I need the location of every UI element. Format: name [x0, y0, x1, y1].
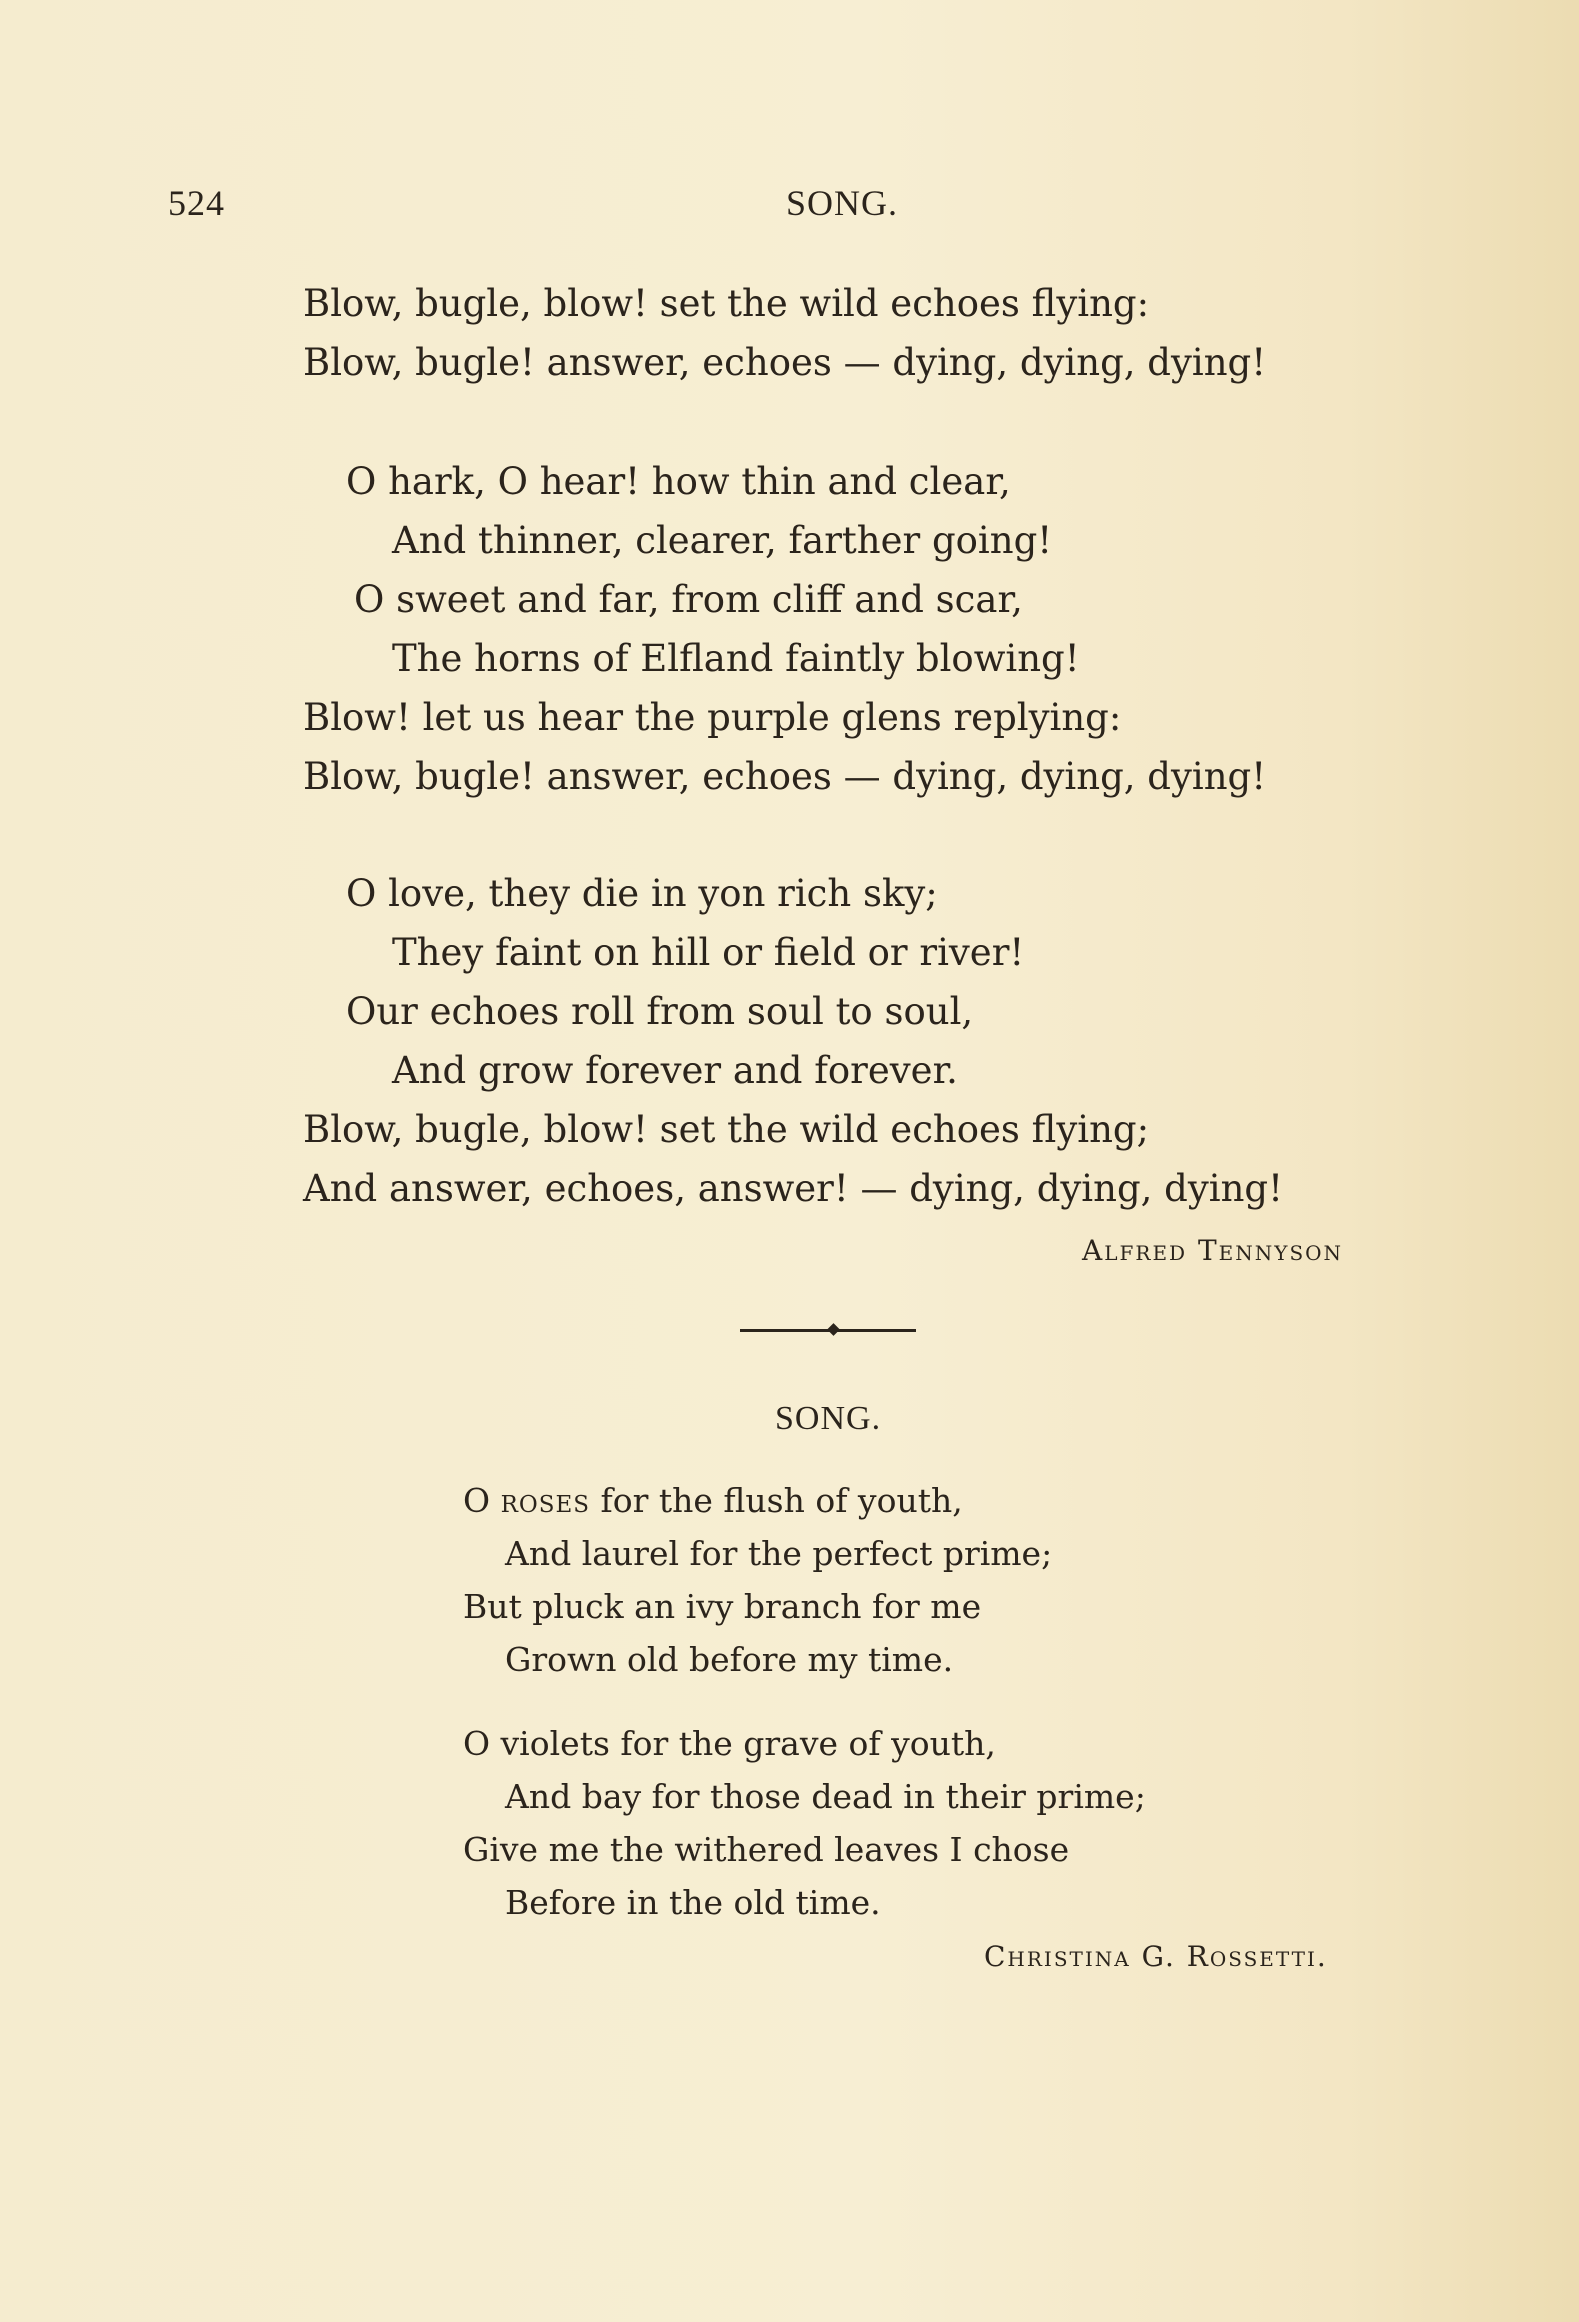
page-number: 524 [168, 183, 225, 223]
poem-line: The horns of Elfland faintly blowing! [392, 637, 1080, 680]
poem-line: O sweet and far, from cliff and scar, [354, 578, 1023, 621]
poem-line: And answer, echoes, answer! — dying, dying, dying! [303, 1167, 1283, 1210]
poem-line: And thinner, clearer, farther going! [392, 519, 1053, 562]
poem-line: Blow, bugle, blow! set the wild echoes flying; [303, 1108, 1150, 1151]
poem-line: And laurel for the perfect prime; [505, 1534, 1053, 1573]
line-rest: for the flush of youth, [590, 1481, 963, 1520]
poem-line: O hark, O hear! how thin and clear, [346, 460, 1011, 503]
author-attribution: Christina G. Rossetti. [984, 1940, 1328, 1973]
poem-line: Grown old before my time. [505, 1640, 954, 1679]
poem-line: O violets for the grave of youth, [463, 1724, 996, 1763]
poem-line: But pluck an ivy branch for me [463, 1587, 982, 1626]
initial-word: O [463, 1481, 491, 1520]
poem-line: Before in the old time. [505, 1883, 881, 1922]
poem-line: Blow, bugle! answer, echoes — dying, dying, dying! [303, 755, 1267, 798]
poem-line: Give me the withered leaves I chose [463, 1830, 1070, 1869]
poem-line: Blow! let us hear the purple glens replying: [303, 696, 1122, 739]
poem-title: SONG. [775, 1400, 882, 1437]
poem-line: Our echoes roll from soul to soul, [346, 990, 974, 1033]
poem-line: And bay for those dead in their prime; [505, 1777, 1146, 1816]
poem-line: Blow, bugle! answer, echoes — dying, dying, dying! [303, 341, 1267, 384]
poem-line [463, 1481, 963, 1520]
smallcaps-word: roses [500, 1481, 591, 1520]
poem-line: Blow, bugle, blow! set the wild echoes flying: [303, 282, 1150, 325]
poem-line: O love, they die in yon rich sky; [346, 872, 938, 915]
ornament-diamond-icon [827, 1323, 840, 1336]
author-attribution: Alfred Tennyson [1082, 1234, 1344, 1267]
poem-line: They faint on hill or field or river! [392, 931, 1025, 974]
poem-line: And grow forever and forever. [392, 1049, 958, 1092]
running-title: SONG. [786, 183, 899, 223]
